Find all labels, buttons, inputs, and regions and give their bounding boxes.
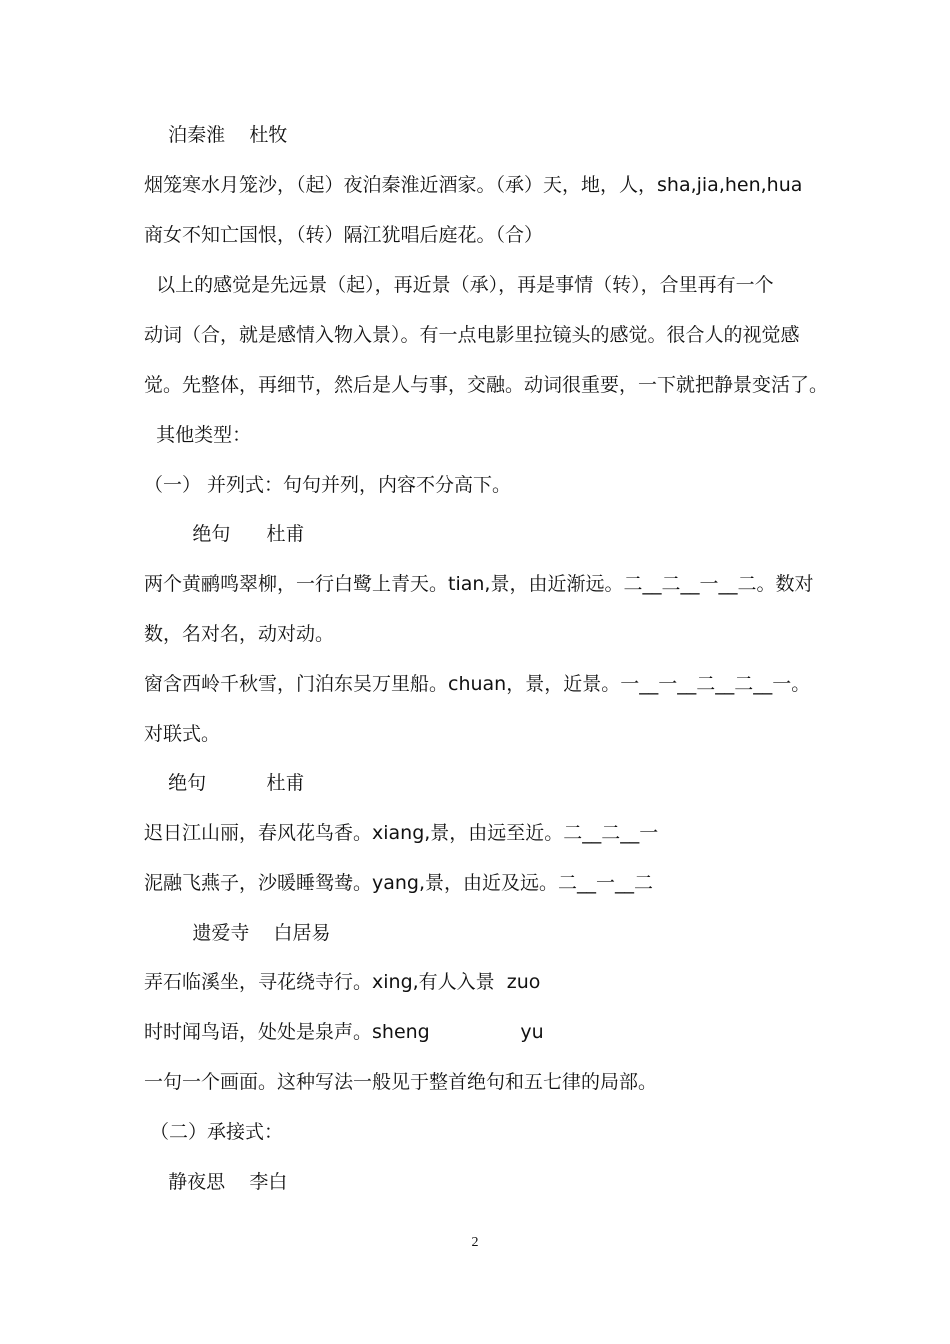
paragraph-line: 数，名对名，动对动。: [144, 623, 335, 645]
section-heading-other-types: 其他类型：: [144, 424, 252, 446]
poem-line: 窗含西岭千秋雪，门泊东吴万里船。chuan，景，近景。一__一__二__二__一。: [144, 673, 811, 695]
page-number: 2: [471, 1235, 479, 1250]
poem-title-jueju-dufu-2: 绝句 杜甫: [144, 772, 305, 794]
poem-line: 弄石临溪坐，寻花绕寺行。xing,有人入景 zuo: [144, 971, 541, 993]
paragraph-line: 觉。先整体，再细节，然后是人与事，交融。动词很重要，一下就把静景变活了。: [144, 374, 829, 396]
paragraph-line: 一句一个画面。这种写法一般见于整首绝句和五七律的局部。: [144, 1071, 658, 1093]
poem-line: 迟日江山丽，春风花鸟香。xiang,景，由远至近。二__二__一: [144, 822, 659, 844]
poem-title-jueju-dufu: 绝句 杜甫: [144, 523, 305, 545]
paragraph-line: 动词（合，就是感情入物入景）。有一点电影里拉镜头的感觉。很合人的视觉感: [144, 324, 800, 346]
poem-title-jing-ye-si: 静夜思 李白: [144, 1171, 288, 1193]
paragraph-line: 对联式。: [144, 723, 221, 745]
poem-line: 时时闻鸟语，处处是泉声。sheng yu: [144, 1021, 544, 1043]
paragraph-line: 以上的感觉是先远景（起），再近景（承），再是事情（转），合里再有一个: [144, 274, 774, 296]
poem-title-bo-qin-huai: 泊秦淮 杜牧: [144, 124, 288, 146]
poem-title-yi-ai-si: 遗爱寺 白居易: [144, 922, 331, 944]
poem-line: 泥融飞燕子，沙暖睡鸳鸯。yang,景，由近及远。二__一__二: [144, 872, 654, 894]
poem-line: 烟笼寒水月笼沙，（起）夜泊秦淮近酒家。（承）天，地，人，sha,jia,hen,hua: [144, 174, 803, 196]
section-heading-parallel: （一） 并列式：句句并列，内容不分高下。: [144, 474, 512, 496]
section-heading-sequential: （二）承接式：: [144, 1121, 284, 1143]
poem-line: 两个黄鹂鸣翠柳，一行白鹭上青天。tian,景，由近渐远。二__二__一__二。数对: [144, 573, 814, 595]
poem-line: 商女不知亡国恨，（转）隔江犹唱后庭花。（合）: [144, 224, 544, 246]
